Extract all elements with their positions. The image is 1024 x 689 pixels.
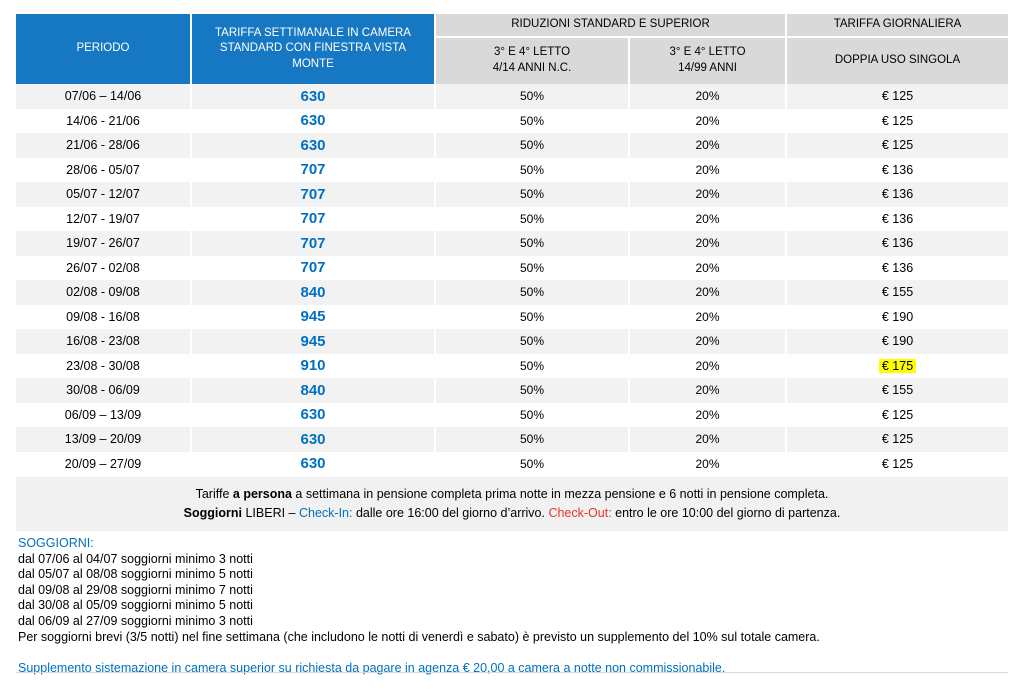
a-persona-bold: a persona bbox=[232, 487, 292, 501]
adult-reduction-cell: 20% bbox=[630, 256, 787, 281]
weekly-rate-cell: 910 bbox=[192, 354, 436, 379]
adult-reduction-cell: 20% bbox=[630, 305, 787, 330]
stays-section bbox=[16, 531, 1008, 676]
adult-reduction-cell: 20% bbox=[630, 84, 787, 109]
child-reduction-cell: 50% bbox=[436, 256, 630, 281]
column-header-reduction-adults bbox=[630, 38, 787, 84]
table-row bbox=[16, 378, 1008, 403]
table-row bbox=[16, 403, 1008, 428]
daily-rate-cell bbox=[787, 256, 1008, 281]
stays-title: SOGGIORNI: bbox=[18, 536, 94, 550]
daily-rate-value: € 155 bbox=[881, 383, 914, 398]
weekly-rate-cell: 630 bbox=[192, 403, 436, 428]
adult-reduction-cell: 20% bbox=[630, 329, 787, 354]
daily-rate-value: € 190 bbox=[881, 309, 914, 324]
period-cell: 20/09 – 27/09 bbox=[16, 452, 192, 477]
daily-rate-value: € 136 bbox=[881, 211, 914, 226]
daily-rate-cell bbox=[787, 133, 1008, 158]
column-header-periodo: PERIODO bbox=[16, 14, 192, 84]
weekly-rate-cell: 707 bbox=[192, 207, 436, 232]
child-reduction-cell: 50% bbox=[436, 231, 630, 256]
child-reduction-cell: 50% bbox=[436, 378, 630, 403]
daily-rate-cell bbox=[787, 84, 1008, 109]
table-bottom-border bbox=[16, 672, 1008, 673]
daily-rate-cell bbox=[787, 109, 1008, 134]
daily-rate-cell bbox=[787, 231, 1008, 256]
daily-rate-value: € 125 bbox=[881, 138, 914, 153]
table-row bbox=[16, 109, 1008, 134]
adult-reduction-cell: 20% bbox=[630, 354, 787, 379]
weekly-rate-cell: 630 bbox=[192, 133, 436, 158]
stays-rule: dal 09/08 al 29/08 soggiorni minimo 7 notti bbox=[18, 582, 253, 597]
daily-rate-cell bbox=[787, 158, 1008, 183]
weekly-rate-cell: 707 bbox=[192, 256, 436, 281]
daily-rate-cell bbox=[787, 329, 1008, 354]
daily-rate-cell bbox=[787, 280, 1008, 305]
child-reduction-cell: 50% bbox=[436, 427, 630, 452]
table-row bbox=[16, 354, 1008, 379]
daily-rate-cell bbox=[787, 354, 1008, 379]
period-cell: 19/07 - 26/07 bbox=[16, 231, 192, 256]
weekly-rate-cell: 707 bbox=[192, 158, 436, 183]
period-cell: 09/08 - 16/08 bbox=[16, 305, 192, 330]
child-reduction-cell: 50% bbox=[436, 403, 630, 428]
adult-reduction-cell: 20% bbox=[630, 378, 787, 403]
table-body bbox=[16, 84, 1008, 476]
daily-rate-cell bbox=[787, 452, 1008, 477]
table-row bbox=[16, 231, 1008, 256]
adult-reduction-cell: 20% bbox=[630, 207, 787, 232]
check-in-label: Check-In: bbox=[298, 506, 353, 520]
table-row bbox=[16, 84, 1008, 109]
adult-reduction-cell: 20% bbox=[630, 427, 787, 452]
daily-rate-value: € 136 bbox=[881, 187, 914, 202]
period-cell: 30/08 - 06/09 bbox=[16, 378, 192, 403]
adult-reduction-cell: 20% bbox=[630, 452, 787, 477]
weekly-rate-cell: 840 bbox=[192, 378, 436, 403]
period-cell: 14/06 - 21/06 bbox=[16, 109, 192, 134]
weekend-surcharge-note: Per soggiorni brevi (3/5 notti) nel fine settimana (che includono le notti di venerdì e sabato) è previsto un supplemento del 10% sul totale camera. bbox=[18, 629, 820, 644]
adult-reduction-cell: 20% bbox=[630, 109, 787, 134]
stays-rule: dal 30/08 al 05/09 soggiorni minimo 5 notti bbox=[18, 598, 253, 613]
child-reduction-cell: 50% bbox=[436, 354, 630, 379]
child-reduction-cell: 50% bbox=[436, 207, 630, 232]
adult-reduction-cell: 20% bbox=[630, 403, 787, 428]
table-header bbox=[16, 14, 1008, 84]
table-row bbox=[16, 256, 1008, 281]
period-cell: 26/07 - 02/08 bbox=[16, 256, 192, 281]
daily-rate-cell bbox=[787, 403, 1008, 428]
period-cell: 28/06 - 05/07 bbox=[16, 158, 192, 183]
adult-reduction-cell: 20% bbox=[630, 231, 787, 256]
daily-rate-value: € 136 bbox=[881, 236, 914, 251]
period-cell: 06/09 – 13/09 bbox=[16, 403, 192, 428]
daily-rate-value: € 136 bbox=[881, 162, 914, 177]
column-header-reductions-group: RIDUZIONI STANDARD E SUPERIOR bbox=[436, 14, 787, 38]
daily-rate-cell bbox=[787, 427, 1008, 452]
table-row bbox=[16, 158, 1008, 183]
table-row bbox=[16, 133, 1008, 158]
superior-supplement-note: Supplemento sistemazione in camera superior su richiesta da pagare in agenza € 20,00 a camera a notte non commissionabile. bbox=[18, 660, 726, 675]
conditions-note bbox=[16, 477, 1008, 531]
daily-rate-cell bbox=[787, 207, 1008, 232]
column-header-reduction-children bbox=[436, 38, 630, 84]
column-header-daily-tariff: TARIFFA GIORNALIERA bbox=[787, 14, 1008, 38]
table-row bbox=[16, 329, 1008, 354]
weekly-rate-cell: 707 bbox=[192, 182, 436, 207]
spacer bbox=[18, 645, 1006, 661]
child-reduction-cell: 50% bbox=[436, 133, 630, 158]
weekly-rate-cell: 630 bbox=[192, 452, 436, 477]
child-reduction-cell: 50% bbox=[436, 158, 630, 183]
child-reduction-cell: 50% bbox=[436, 109, 630, 134]
conditions-note-line1: Tariffe a persona a settimana in pensione completa prima notte in mezza pensione e 6 notti in pensione completa. bbox=[195, 487, 829, 501]
period-cell: 23/08 - 30/08 bbox=[16, 354, 192, 379]
conditions-note-line2: Soggiorni LIBERI – Check-In: dalle ore 16:00 del giorno d’arrivo. Check-Out: entro le ore 10:00 del giorno di partenza. bbox=[183, 506, 841, 520]
period-cell: 07/06 – 14/06 bbox=[16, 84, 192, 109]
child-reduction-cell: 50% bbox=[436, 84, 630, 109]
child-reduction-cell: 50% bbox=[436, 280, 630, 305]
table-row bbox=[16, 427, 1008, 452]
daily-rate-cell bbox=[787, 305, 1008, 330]
daily-rate-value: € 125 bbox=[881, 113, 914, 128]
table-row bbox=[16, 182, 1008, 207]
reduction-adults-line2: 14/99 ANNI bbox=[678, 62, 737, 74]
price-list-table bbox=[16, 14, 1008, 676]
weekly-rate-cell: 630 bbox=[192, 109, 436, 134]
adult-reduction-cell: 20% bbox=[630, 158, 787, 183]
weekly-rate-cell: 630 bbox=[192, 427, 436, 452]
stays-rule: dal 06/09 al 27/09 soggiorni minimo 3 notti bbox=[18, 613, 253, 628]
reduction-children-line1: 3° E 4° LETTO bbox=[493, 46, 571, 59]
weekly-rate-cell: 945 bbox=[192, 305, 436, 330]
adult-reduction-cell: 20% bbox=[630, 133, 787, 158]
period-cell: 05/07 - 12/07 bbox=[16, 182, 192, 207]
child-reduction-cell: 50% bbox=[436, 329, 630, 354]
child-reduction-cell: 50% bbox=[436, 452, 630, 477]
adult-reduction-cell: 20% bbox=[630, 182, 787, 207]
stays-rule: dal 07/06 al 04/07 soggiorni minimo 3 notti bbox=[18, 551, 253, 566]
daily-rate-cell bbox=[787, 182, 1008, 207]
daily-rate-value: € 136 bbox=[881, 260, 914, 275]
daily-rate-value: € 125 bbox=[881, 89, 914, 104]
period-cell: 16/08 - 23/08 bbox=[16, 329, 192, 354]
daily-rate-value: € 125 bbox=[881, 456, 914, 471]
table-row bbox=[16, 280, 1008, 305]
weekly-rate-cell: 630 bbox=[192, 84, 436, 109]
weekly-rate-cell: 945 bbox=[192, 329, 436, 354]
table-row bbox=[16, 452, 1008, 477]
reduction-adults-line1: 3° E 4° LETTO bbox=[669, 46, 746, 59]
daily-rate-value: € 175 bbox=[879, 359, 916, 373]
child-reduction-cell: 50% bbox=[436, 305, 630, 330]
weekly-rate-cell: 840 bbox=[192, 280, 436, 305]
period-cell: 02/08 - 09/08 bbox=[16, 280, 192, 305]
period-cell: 21/06 - 28/06 bbox=[16, 133, 192, 158]
table-row bbox=[16, 207, 1008, 232]
daily-rate-value: € 125 bbox=[881, 432, 914, 447]
soggiorni-bold: Soggiorni bbox=[183, 506, 242, 520]
reduction-children-line2: 4/14 ANNI N.C. bbox=[492, 62, 572, 74]
check-out-label: Check-Out: bbox=[548, 506, 612, 520]
table-row bbox=[16, 305, 1008, 330]
period-cell: 12/07 - 19/07 bbox=[16, 207, 192, 232]
daily-rate-cell bbox=[787, 378, 1008, 403]
column-header-daily-single-use: DOPPIA USO SINGOLA bbox=[787, 38, 1008, 84]
period-cell: 13/09 – 20/09 bbox=[16, 427, 192, 452]
daily-rate-value: € 125 bbox=[881, 407, 914, 422]
daily-rate-value: € 155 bbox=[881, 285, 914, 300]
child-reduction-cell: 50% bbox=[436, 182, 630, 207]
weekly-rate-cell: 707 bbox=[192, 231, 436, 256]
daily-rate-value: € 190 bbox=[881, 334, 914, 349]
stays-rule: dal 05/07 al 08/08 soggiorni minimo 5 notti bbox=[18, 567, 253, 582]
column-header-weekly-tariff: TARIFFA SETTIMANALE IN CAMERA STANDARD CON FINESTRA VISTA MONTE bbox=[192, 14, 436, 84]
adult-reduction-cell: 20% bbox=[630, 280, 787, 305]
